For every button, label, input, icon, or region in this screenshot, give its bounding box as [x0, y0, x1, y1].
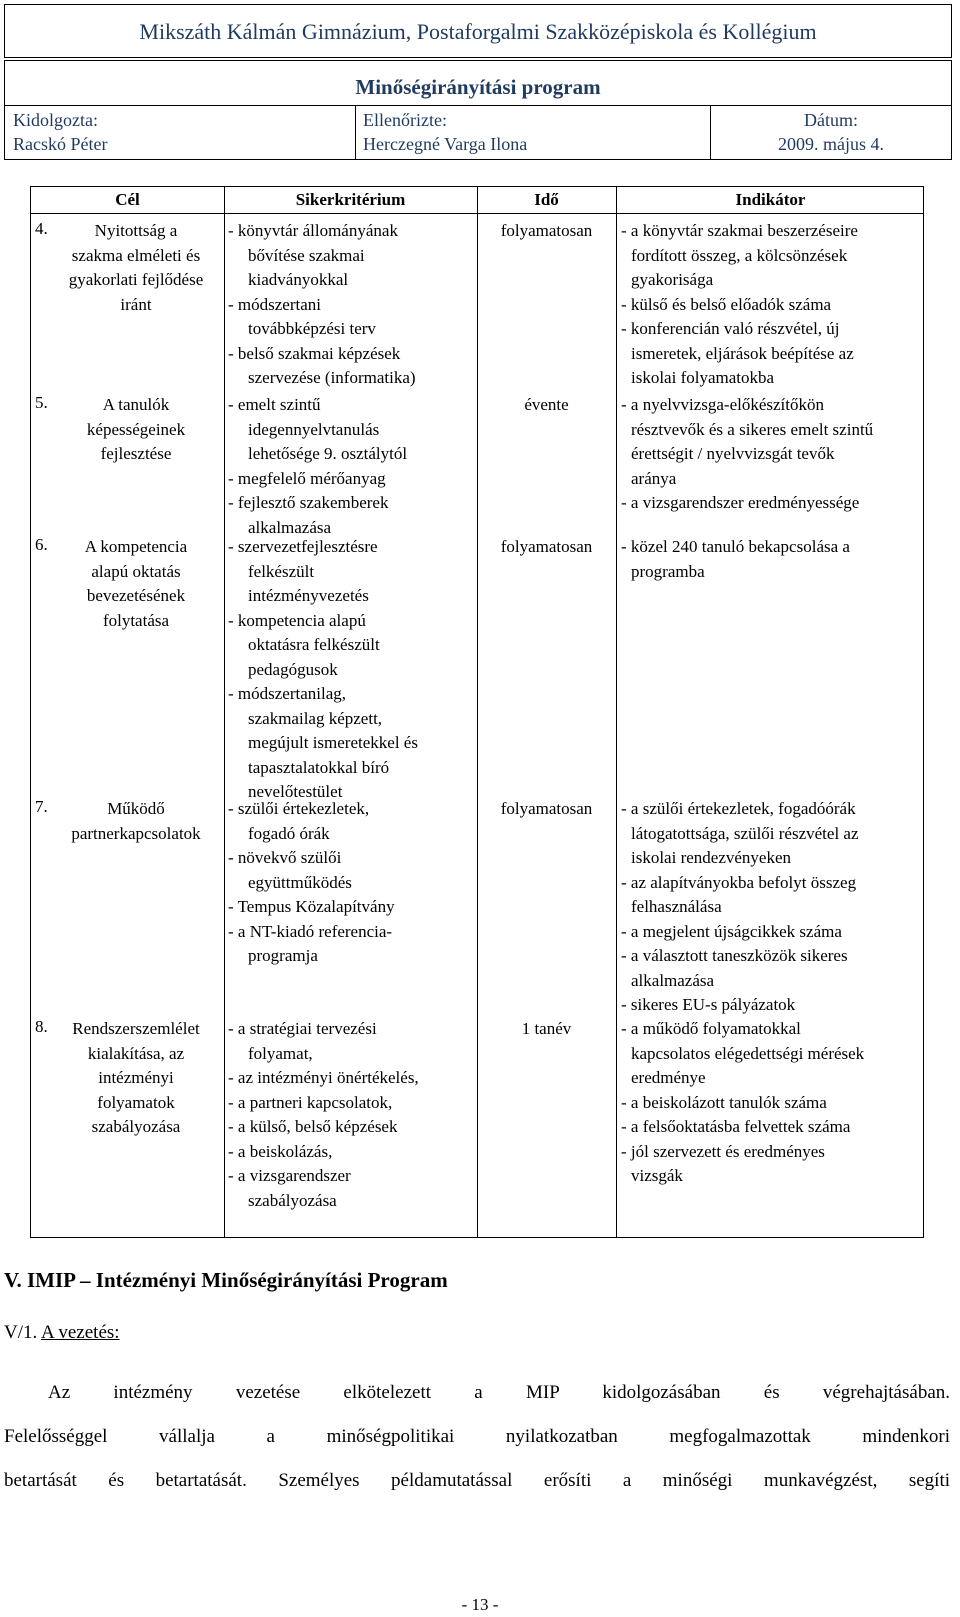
goal-cell-line: partnerkapcsolatok: [71, 823, 201, 843]
criteria-cell-line: - belső szakmai képzések: [228, 343, 401, 363]
indicator-cell-line: gyakorisága: [631, 270, 714, 289]
criteria-cell-line: nevelőtestület: [248, 782, 343, 801]
indicator-cell-line: programba: [631, 561, 705, 581]
criteria-cell-line: pedagógusok: [248, 659, 338, 679]
indicator-cell-line: érettségit / nyelvvizsgát tevők: [631, 444, 835, 463]
time-cell: folyamatosan: [500, 221, 593, 240]
criteria-cell-line: szakmailag képzett,: [248, 708, 383, 728]
column-header-time: Idő: [534, 190, 559, 209]
goal-cell-line: A tanulók: [102, 395, 170, 414]
goal-cell: [51, 1017, 221, 1140]
time-cell: 1 tanév: [521, 1019, 572, 1038]
criteria-cell-line: - kompetencia alapú: [228, 610, 366, 630]
criteria-cell-line: felkészült: [248, 561, 315, 581]
goals-table: [30, 186, 924, 1238]
criteria-cell-line: intézményvezetés: [248, 586, 369, 605]
indicator-cell-line: - közel 240 tanuló bekapcsolása a: [621, 537, 850, 556]
criteria-cell-line: - Tempus Közalapítvány: [228, 897, 395, 916]
criteria-cell-line: kiadványokkal: [248, 270, 349, 289]
indicator-cell-line: alkalmazása: [631, 970, 715, 990]
paragraph-line: Felelősséggel vállalja a minőségpolitikai nyilatkozatban megfogalmazottak mindenkori: [4, 1426, 950, 1447]
criteria-cell-line: szervezése (informatika): [248, 368, 416, 387]
header-divider: [31, 213, 923, 214]
indicator-cell-line: - konferencián való részvétel, új: [621, 319, 840, 338]
criteria-cell-line: - növekvő szülői: [228, 848, 342, 867]
goal-cell: [51, 797, 221, 846]
indicator-cell-line: - külső és belső előadók száma: [621, 294, 832, 314]
goal-cell-line: Működő: [107, 799, 165, 818]
row-number: 4.: [35, 219, 48, 238]
indicator-cell-line: - a működő folyamatokkal: [621, 1019, 801, 1038]
indicator-cell-line: - sikeres EU-s pályázatok: [621, 995, 796, 1014]
row-number: 5.: [35, 393, 48, 412]
indicator-cell-line: iskolai rendezvényeken: [631, 848, 792, 867]
criteria-cell-line: fogadó órák: [248, 823, 330, 843]
indicator-cell-line: - a vizsgarendszer eredményessége: [621, 493, 860, 512]
criteria-cell-line: lehetősége 9. osztálytól: [248, 444, 408, 463]
criteria-cell-line: - a partneri kapcsolatok,: [228, 1092, 393, 1112]
criteria-cell-line: - módszertanilag,: [228, 684, 347, 703]
goal-cell-line: szakma elméleti és: [71, 245, 201, 265]
section-title: V. IMIP – Intézményi Minőségirányítási Program: [4, 1268, 448, 1292]
column-divider: [477, 187, 478, 1237]
goal-cell-line: alapú oktatás: [91, 561, 181, 581]
criteria-cell-line: folyamat,: [248, 1043, 313, 1063]
indicator-cell-line: iskolai folyamatokba: [631, 368, 775, 387]
criteria-cell: [228, 797, 473, 969]
goal-cell: [51, 219, 221, 317]
criteria-cell: [228, 219, 473, 391]
indicator-cell-line: fordított összeg, a kölcsönzések: [631, 245, 848, 265]
school-header: [4, 4, 952, 58]
checked-label: Ellenőrizte:: [363, 110, 447, 130]
goal-cell-line: képességeinek: [86, 419, 186, 439]
page-number: - 13 -: [461, 1595, 499, 1614]
row-number: 6.: [35, 535, 48, 554]
indicator-cell-line: látogatottsága, szülői részvétel az: [631, 823, 859, 843]
prepared-label: Kidolgozta:: [13, 110, 98, 130]
divider: [355, 105, 356, 159]
goal-cell-line: iránt: [120, 294, 152, 314]
criteria-cell-line: - könyvtár állományának: [228, 221, 398, 240]
criteria-cell-line: - módszertani: [228, 294, 321, 314]
subsection-number: V/1.: [4, 1322, 41, 1343]
goal-cell-line: Rendszerszemlélet: [72, 1019, 200, 1038]
criteria-cell-line: - megfelelő mérőanyag: [228, 468, 386, 488]
indicator-cell-line: - a szülői értekezletek, fogadóórák: [621, 799, 856, 818]
row-number: 8.: [35, 1017, 48, 1036]
criteria-cell-line: - szülői értekezletek,: [228, 799, 370, 818]
criteria-cell-line: - szervezetfejlesztésre: [228, 537, 378, 556]
criteria-cell-line: továbbképzési terv: [248, 319, 376, 338]
criteria-cell-line: szabályozása: [248, 1190, 337, 1210]
time-cell: évente: [524, 395, 569, 414]
goal-cell-line: folytatása: [102, 610, 170, 630]
column-header-goal: Cél: [115, 190, 140, 209]
column-header-criteria: Sikerkritérium: [295, 190, 406, 209]
indicator-cell-line: - a megjelent újságcikkek száma: [621, 921, 842, 941]
indicator-cell-line: résztvevők és a sikeres emelt szintű: [631, 419, 874, 439]
goal-cell: [51, 393, 221, 467]
indicator-cell-line: ismeretek, eljárások beépítése az: [631, 343, 854, 363]
date-value: 2009. május 4.: [778, 134, 884, 154]
school-name: Mikszáth Kálmán Gimnázium, Postaforgalmi Szakközépiskola és Kollégium: [139, 19, 817, 44]
criteria-cell-line: - a vizsgarendszer: [228, 1166, 351, 1185]
criteria-cell-line: - a külső, belső képzések: [228, 1117, 398, 1136]
indicator-cell-line: - jól szervezett és eredményes: [621, 1141, 825, 1161]
checked-value: Herczegné Varga Ilona: [363, 134, 528, 154]
indicator-cell-line: - a beiskolázott tanulók száma: [621, 1092, 827, 1112]
goal-cell-line: gyakorlati fejlődése: [68, 270, 204, 289]
program-title: Minőségirányítási program: [355, 75, 601, 99]
goal-cell-line: fejlesztése: [100, 444, 172, 463]
goal-cell-line: kialakítása, az: [87, 1043, 185, 1063]
column-divider: [616, 187, 617, 1237]
criteria-cell-line: programja: [248, 946, 318, 965]
criteria-cell: [228, 1017, 473, 1213]
indicator-cell-line: kapcsolatos elégedettségi mérések: [631, 1043, 865, 1063]
goal-cell-line: intézményi: [98, 1068, 174, 1087]
goal-cell-line: Nyitottság a: [94, 221, 178, 240]
indicator-cell-line: - a felsőoktatásba felvettek száma: [621, 1117, 851, 1136]
divider: [5, 105, 951, 106]
criteria-cell: [228, 535, 473, 805]
date-label: Dátum:: [804, 110, 858, 130]
column-header-indicator: Indikátor: [735, 190, 806, 209]
criteria-cell-line: - a NT-kiadó referencia-: [228, 921, 393, 941]
criteria-cell-line: idegennyelvtanulás: [248, 419, 380, 439]
goal-cell-line: folyamatok: [97, 1092, 175, 1112]
paragraph-line: Az intézmény vezetése elkötelezett a MIP kidolgozásában és végrehajtásában.: [48, 1382, 950, 1403]
criteria-cell-line: megújult ismeretekkel és: [248, 733, 418, 752]
column-divider: [224, 187, 225, 1237]
goal-cell-line: bevezetésének: [86, 586, 186, 605]
prepared-value: Racskó Péter: [13, 134, 108, 154]
criteria-cell-line: - fejlesztő szakemberek: [228, 493, 389, 512]
document-info-table: [4, 60, 952, 160]
criteria-cell-line: - a beiskolázás,: [228, 1141, 333, 1161]
row-number: 7.: [35, 797, 48, 816]
indicator-cell: [621, 219, 921, 391]
criteria-cell-line: - az intézményi önértékelés,: [228, 1068, 419, 1087]
indicator-cell-line: felhasználása: [631, 897, 722, 916]
indicator-cell-line: - a nyelvvizsga-előkészítőkön: [621, 395, 824, 414]
indicator-cell: [621, 535, 921, 584]
criteria-cell-line: együttműködés: [248, 872, 352, 892]
time-cell: folyamatosan: [500, 799, 593, 818]
indicator-cell: [621, 1017, 921, 1189]
criteria-cell-line: bővítése szakmai: [248, 245, 365, 265]
criteria-cell-line: tapasztalatokkal bíró: [248, 757, 390, 777]
indicator-cell-line: - az alapítványokba befolyt összeg: [621, 872, 857, 892]
indicator-cell-line: eredménye: [631, 1068, 706, 1087]
indicator-cell-line: - a könyvtár szakmai beszerzéseire: [621, 221, 858, 240]
criteria-cell-line: - emelt szintű: [228, 395, 321, 414]
time-cell: folyamatosan: [500, 537, 593, 556]
criteria-cell-line: oktatásra felkészült: [248, 635, 380, 654]
criteria-cell-line: alkalmazása: [248, 517, 332, 537]
indicator-cell-line: vizsgák: [631, 1166, 683, 1185]
indicator-cell: [621, 797, 921, 1018]
goal-cell-line: A kompetencia: [84, 537, 188, 556]
paragraph-line: betartását és betartatását. Személyes példamutatással erősíti a minőségi munkavégzést, segíti: [4, 1470, 950, 1491]
criteria-cell-line: - a stratégiai tervezési: [228, 1019, 377, 1038]
indicator-cell-line: aránya: [631, 468, 677, 488]
criteria-cell: [228, 393, 473, 540]
indicator-cell-line: - a választott taneszközök sikeres: [621, 946, 848, 965]
subsection-title: [4, 1322, 120, 1344]
goal-cell: [51, 535, 221, 633]
indicator-cell: [621, 393, 921, 516]
goal-cell-line: szabályozása: [91, 1117, 181, 1136]
subsection-label: A vezetés:: [40, 1322, 120, 1343]
